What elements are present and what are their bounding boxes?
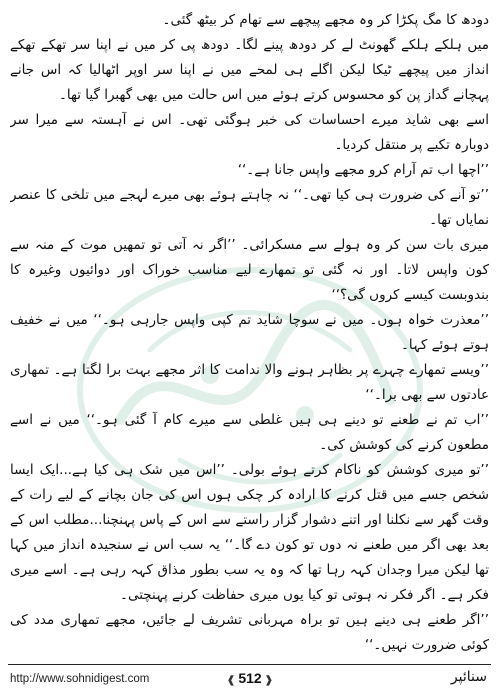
- paragraph-4: ’’اچھا اب تم آرام کرو مجھے واپس جانا ہے۔‘‘: [237, 162, 489, 178]
- paragraph-9: ’’اب تم نے طعنے تو دینے ہی ہیں غلطی سے میرے کام آ گئی ہو۔‘‘ میں نے اسے مطعون کرنے کی کوشش کی۔: [10, 412, 489, 453]
- paragraph-7: ’’معذرت خواہ ہوں۔ میں نے سوچا شاید تم کپی واپس جارہی ہو۔‘‘ میں نے خفیف ہوتے ہوئے کہا۔: [10, 312, 489, 353]
- page-number-value: 512: [238, 670, 262, 686]
- paragraph-1: دودھ کا مگ پکڑا کر وہ مجھے پیچھے سے تھام کر بیٹھ گئی۔: [162, 12, 489, 28]
- story-title: سنائپر: [450, 669, 487, 685]
- paragraph-6: میری بات سن کر وہ ہولے سے مسکرائی۔ ’’اگر نہ آتی تو تمھیں موت کے منہ سے کون واپس لاتا۔ اور نہ گئی تو تمھارے لیے مناسب خوراک اور دوائیوں وغیرہ کا بندوبست کیسے کروں گی؟‘‘: [10, 237, 489, 303]
- ornament-left-icon: ❰: [226, 675, 236, 686]
- website-link[interactable]: http://www.sohnidigest.com: [10, 673, 150, 685]
- paragraph-5: ’’تو آنے کی ضرورت ہی کیا تھی۔‘‘ نہ چاہتے ہوئے بھی میرے لہجے میں تلخی کا عنصر نمایاں تھا۔: [10, 187, 489, 228]
- paragraph-3: اسے بھی شاید میرے احساسات کی خبر ہوگئی تھی۔ اس نے آہستہ سے میرا سر دوبارہ تکیے پر منتقل کردیا۔: [10, 112, 489, 153]
- paragraph-2: میں ہلکے ہلکے گھونٹ لے کر دودھ پینے لگا۔ دودھ پی کر میں نے اپنا سر تھکے تھکے انداز میں پیچھے ٹیکا لیکن اگلے ہی لمحے میں نے اپنا سر اوپر اٹھالیا کہ اس جانے پہچانے گداز پن کو محسوس کرتے ہوئے میں اس حالت میں بھی گھبرا گیا تھا۔: [10, 37, 489, 103]
- article-body: [10, 8, 489, 658]
- paragraph-11: ’’اگر طعنے ہی دینے ہیں تو براہ مہربانی تشریف لے جائیں، مجھے تمھاری مدد کی کوئی ضرورت نہیں۔‘‘: [10, 612, 489, 653]
- footer-divider: [8, 664, 491, 665]
- ornament-right-icon: ❱: [264, 675, 274, 686]
- paragraph-10: ’’تو میری کوشش کو ناکام کرتے ہوئے بولی۔ ’’اس میں شک ہی کیا ہے...ایک ایسا شخص جسے میں قتل کرنے کا ارادہ کر چکی ہوں اس کی جان بچانے کے لیے رات کے وقت گھر سے نکلنا اور اتنے دشوار گزار راستے سے اس کے پاس پہنچنا...مطلب اس کے بعد بھی اگر میں طعنے نہ دوں تو کون دے گا۔‘‘ یہ سب اس نے سنجیدہ انداز میں کہا تھا لیکن میرا وجدان کہہ رہا تھا کہ وہ یہ سب بطور مذاق کہہ رہی ہے۔ اسے میری فکر ہے۔ اگر فکر نہ ہوتی تو کیا یوں میری حفاظت کرنے پہنچتی۔: [10, 462, 489, 603]
- page-number: [210, 670, 290, 686]
- paragraph-8: ’’ویسے تمھارے چہرے پر بظاہر ہونے والا ندامت کا اثر مجھے بہت برا لگتا ہے۔ تمھاری عادتوں سے بھی برا۔‘‘: [10, 362, 489, 403]
- page-footer: [0, 664, 499, 694]
